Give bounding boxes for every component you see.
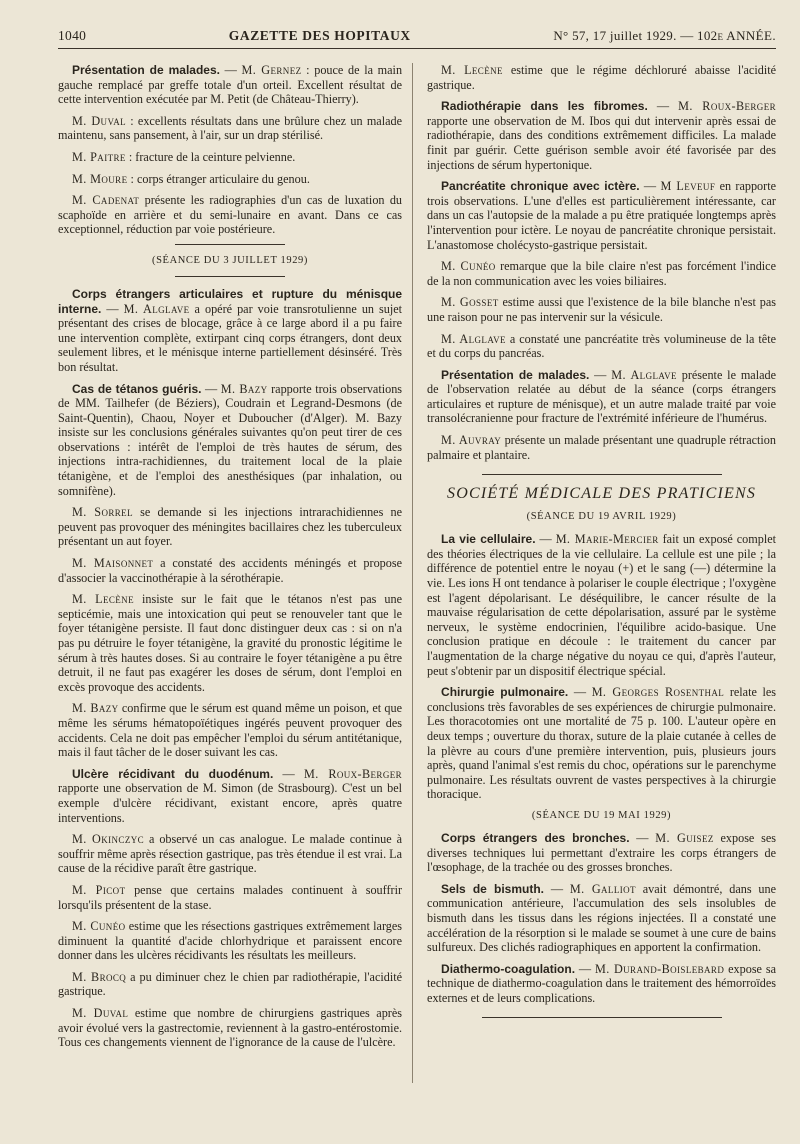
paragraph-text: a constaté des accidents méningés et propose d'associer la vaccinothérapie à la sérothérapie. xyxy=(58,556,403,585)
author-name: M. Sorrel xyxy=(72,505,133,520)
author-name: M. Moure xyxy=(72,171,128,186)
paragraph-text: présente un malade présentant une quadruple rétraction palmaire et plantaire. xyxy=(427,433,776,462)
paragraph: Cas de tétanos guéris. — M. Bazy rapporte trois observations de MM. Tailhefer (de Béziers), Coudrain et Legrand-Desmons (de Saint-Quentin), Chaou, Noyer et Duboucher (d'Alger). M. Bazy insiste sur les conclusions générales suivantes qu'on peut tirer de ces observations : intérêt de l'emploi de très hautes de sérum, des injections intra-rachidiennes, du traitement local de la plaie tétanigène, et de l'emploi des anesthésiques (par inhalation, ou somnifène). xyxy=(58,381,403,498)
paragraph-text: en rapporte trois observations. L'une d'elles est particulièrement intéressante, car dans un cas l'autopsie de la malade a pu être pratiquée longtemps après l'intervention pour ictère. Le noyau de pancréatite chronique persistait. L'anastomose cholécysto-gastrique persistait. xyxy=(427,179,776,252)
author-name: M. Cadenat xyxy=(72,193,140,208)
section-heading: Pancréatite chronique avec ictère. xyxy=(441,179,640,194)
journal-title: GAZETTE DES HOPITAUX xyxy=(228,28,411,43)
session-date: (SÉANCE DU 19 AVRIL 1929) xyxy=(526,511,677,523)
section-heading: La vie cellulaire. xyxy=(441,532,536,547)
author-name: M. Auvray xyxy=(441,433,502,448)
paragraph-text: estime que le régime déchloruré abaisse l'acidité gastrique. xyxy=(427,63,776,92)
author-name: M. Durand-Boislebard xyxy=(594,961,725,976)
paragraph xyxy=(58,970,402,999)
section-heading: Ulcère récidivant du duodénum. xyxy=(72,766,274,781)
author-name: M. Georges Rosenthal xyxy=(591,685,725,700)
section-heading: Cas de tétanos guéris. xyxy=(72,381,202,396)
paragraph-text: avait démontré, dans une communication antérieure, l'accumulation des sels insolubles de bismuth dans les tissus dans les régions injectées. Il a constaté une accélération de la résorption si le malade se soumet à une cure de bains sulfureux. Des clichés radiographiques en apportent la confirmation. xyxy=(427,881,777,955)
paragraph xyxy=(427,433,776,462)
paragraph-text: : corps étranger articulaire du genou. xyxy=(127,171,310,186)
author-name: M. Picot xyxy=(72,882,126,897)
paragraph xyxy=(427,63,776,92)
paragraph xyxy=(58,832,402,876)
author-name: M. Gernez xyxy=(241,63,302,77)
paragraph-text: remarque que la bile claire n'est pas forcément l'indice de la non communication avec les voies biliaires. xyxy=(427,259,776,288)
paragraph-text: pense que certains malades continuent à souffrir lorsqu'ils présentent de la stase. xyxy=(58,882,403,912)
author-name: M. Maisonnet xyxy=(72,556,154,571)
paragraph xyxy=(58,193,402,237)
paragraph: La vie cellulaire. — M. Marie-Mercier fait un exposé complet des théories électriques de la vie cellulaire. La cellule est une pile ; la différence de potentiel entre le noyau (+) et le sang (—) détermine la vie. Les ions H ont tendance à polariser le couple électrique ; l'oxygène est l'agent dépolarisant. Le déséquilibre, le cancer résulte de la mauvaise régularisation de cette dépolarisation, assuré par le système nerveux, le système endocrinien, l'équilibre acido-basique. Une conclusion pratique en découle : le traitement du cancer par l'augmentation de la charge négative du noyau ce qui, d'après l'auteur, peut s'obtenir par un dispositif électrique spécial. xyxy=(427,532,777,678)
paragraph-text: fait un exposé complet des théories électriques de la vie cellulaire. La cellule est une pile ; la différence de potentiel entre le noyau (+) et le sang (—) détermine la vie. Les ions H ont tendance à polariser le couple électrique ; l'oxygène est l'agent dépolarisant. Le déséquilibre, le cancer résulte de la mauvaise régularisation de cette dépolarisation, assuré par le système nerveux, le système endocrinien, l'équilibre acido-basique. Une conclusion pratique en découle : le traitement du cancer par l'augmentation de la charge négative du noyau ce qui, d'après l'auteur, peut s'obtenir par un dispositif électrique spécial. xyxy=(427,532,777,678)
paragraph-text: estime que les résections gastriques extrêmement larges diminuent la quantité d'acide chlorhydrique et paraissent encore donner dans les ulcères récidivants les résultats les meilleurs. xyxy=(58,919,403,963)
left-column xyxy=(58,63,413,1083)
author-name: M. Bazy xyxy=(72,701,119,716)
divider xyxy=(482,474,722,475)
author-name: M. Marie-Mercier xyxy=(555,532,659,547)
author-name: M. Gosset xyxy=(441,295,499,310)
author-name: M. Alglave xyxy=(123,301,190,316)
paragraph-text: insiste sur le fait que le tétanos n'est pas une septicémie, mais une intoxication qui peut se renouveler tant que le foyer tétanigène persiste. Il faut donc distinguer deux cas : si on n'a pas pu détruire le foyer tétanigène, la gravité du pronostic légitime le sérum à très hautes doses. Si au contraire le foyer tétanigène a pu être detruit, il ne faut pas exagérer les doses de sérum, dont l'emploi en excès provoque des accidents. xyxy=(58,592,403,694)
paragraph: Radiothérapie dans les fibromes. — M. Roux-Berger rapporte une observation de M. Ibos qui dut intervenir après essai de radiothérapie, dans des conditions extrêmement difficiles. La malade finit par guérir. Cette guérison semble avoir été favorisée par des injections de sérum hypertonique. xyxy=(427,99,777,172)
page-number: 1040 xyxy=(58,28,87,43)
paragraph-text: rapporte une observation de M. Simon (de Strasbourg). C'est un bel exemple d'ulcère récidivant, existant encore, après quatre interventions. xyxy=(58,781,403,825)
paragraph xyxy=(58,505,402,549)
author-name: M. Cunéo xyxy=(72,919,126,934)
section-heading: Corps étrangers articulaires et rupture du ménisque interne. xyxy=(58,286,403,316)
paragraph: Chirurgie pulmonaire. — M. Georges Rosenthal relate les conclusions très favorables de ses expériences de chirurgie pulmonaire. Les thoracotomies ont une mortalité de 75 p. 100. L'auteur opère en deux temps ; ouverture du thorax, suture de la plaie cutanée à celles de la plèvre au cours d'une première intervention, puis, plusieurs jours après, quand l'animal s'est remis du choc, opérations sur le parenchyme pulmonaire. Les résultats ouvrent de vastes perspectives à la chirurgie thoracique. xyxy=(427,685,777,802)
paragraph xyxy=(58,883,402,912)
paragraph-text: estime aussi que l'existence de la bile blanche n'est pas une raison pour ne pas intervenir sur la vésicule. xyxy=(427,295,776,324)
author-name: M. Guisez xyxy=(655,830,714,845)
divider xyxy=(175,244,285,245)
author-name: M. Cunéo xyxy=(441,259,496,274)
right-column xyxy=(427,63,776,1083)
paragraph xyxy=(427,332,776,361)
section-heading: Corps étrangers des bronches. xyxy=(441,830,630,845)
paragraph: Corps étrangers des bronches. — M. Guisez expose ses diverses techniques lui permettant d'extraire les corps étrangers de l'œsophage, de la trachée ou des grosses bronches. xyxy=(427,830,776,875)
running-header xyxy=(58,28,776,49)
paragraph xyxy=(58,172,402,187)
paragraph xyxy=(58,919,402,963)
author-name: M. Galliot xyxy=(569,881,636,896)
paragraph-text: rapporte trois observations de MM. Tailhefer (de Béziers), Coudrain et Legrand-Desmons (de Saint-Quentin), Chaou, Noyer et Duboucher (d'Alger). M. Bazy insiste sur les conclusions générales suivantes qu'on peut tirer de ces observations : intérêt de l'emploi de très hautes de sérum, des injections intra-rachidiennes, du traitement local de la plaie tétanigène, et de l'emploi des anesthésiques (par inhalation, ou somnifène). xyxy=(58,381,403,498)
paragraph: Diathermo-coagulation. — M. Durand-Boislebard expose sa technique de diathermo-coagulation dans le traitement des hémorroïdes externes et de leurs complications. xyxy=(427,961,776,1005)
paragraph: Présentation de malades. — M. Alglave présente le malade de l'observation relatée au début de la séance (corps étrangers articulaires et rupture de ménisque), et un autre malade traité par voie transolécranienne pour fracture de l'extrémité inférieure de l'humérus. xyxy=(427,367,777,426)
section-heading: Diathermo-coagulation. xyxy=(441,961,576,976)
author-name: M. Brocq xyxy=(72,969,127,984)
author-name: M Leveuf xyxy=(660,179,716,194)
paragraph-text: se demande si les injections intrarachidiennes ne peuvent pas provoquer des méningites bacillaires chez les tuberculeux présentant un aut foyer. xyxy=(58,505,403,549)
author-name: M. Roux-Berger xyxy=(303,766,403,781)
paragraph xyxy=(427,259,776,288)
section-heading: Présentation de malades. xyxy=(441,367,590,382)
two-column-body xyxy=(58,63,776,1083)
paragraph-text: confirme que le sérum est quand même un poison, et que même les sérums hématopoïétiques ingérés peuvent provoquer des accidents. Cela ne doit pas empêcher l'emploi du sérum antitétanique, mais il faut tâcher de le doser suivant les cas. xyxy=(58,701,403,760)
author-name: M. Paitre xyxy=(72,149,126,164)
paragraph xyxy=(58,114,402,143)
paragraph-text: : pouce de la main gauche remplacé par greffe totale d'un orteil. Excellent résultat de cette intervention exécutée par M. Petit (de Château-Thierry). xyxy=(58,63,403,107)
section-heading: Présentation de malades. xyxy=(72,63,220,77)
paragraph-text: : fracture de la ceinture pelvienne. xyxy=(125,149,296,164)
paragraph: Corps étrangers articulaires et rupture du ménisque interne. — M. Alglave a opéré par voie transrotulienne un sujet présentant des crises de blocage, grâce à ce large abord il a pu faire une intervention complète, extirpant cinq corps étrangers, dont deux seulement libres, et le ménisque interne partiellement désinséré. Très bon résultat. xyxy=(58,286,403,374)
paragraph xyxy=(58,701,402,759)
society-title: SOCIÉTÉ MÉDICALE DES PRATICIENS xyxy=(447,485,757,503)
paragraph-text: estime que nombre de chirurgiens gastriques après avoir évolué vers la gastrectomie, reviennent à la gastro-entérostomie. Tous ces changements viennent de l'ignorance de la cause de l'ulcère. xyxy=(58,1006,403,1050)
paragraph xyxy=(58,556,402,585)
author-name: M. Lecène xyxy=(441,63,503,77)
paragraph-text: a observé un cas analogue. Le malade continue à souffrir même après résection gastrique, pas très étendue il est vrai. La cause de la récidive paraît être gastrique. xyxy=(58,832,403,876)
session-date: (SÉANCE DU 3 JUILLET 1929) xyxy=(152,254,308,266)
issue-info xyxy=(553,28,776,44)
author-name: M. Alglave xyxy=(441,331,506,346)
paragraph-text: présente les radiographies d'un cas de luxation du scaphoïde en arrière et du semi-lunaire en avant. Dans ce cas exceptionnel, réduction par voie postérieure. xyxy=(58,193,403,237)
author-name: M. Okinczyc xyxy=(72,832,145,847)
paragraph-text: a pu diminuer chez le chien par radiothérapie, l'acidité gastrique. xyxy=(58,969,403,999)
paragraph: Ulcère récidivant du duodénum. — M. Roux-Berger rapporte une observation de M. Simon (de Strasbourg). C'est un bel exemple d'ulcère récidivant, existant encore, après quatre interventions. xyxy=(58,766,403,825)
divider xyxy=(175,276,285,277)
paragraph: Sels de bismuth. — M. Galliot avait démontré, dans une communication antérieure, l'accumulation des sels insolubles de bismuth dans les tissus dans les régions injectées. Il a constaté une accélération de la résorption si le malade se soumet à une cure de bains sulfureux. Des clichés radiographiques en apportent la confirmation. xyxy=(427,881,777,955)
paragraph-text: relate les conclusions très favorables de ses expériences de chirurgie pulmonaire. Les thoracotomies ont une mortalité de 75 p. 100. L'auteur opère en deux temps ; ouverture du thorax, suture de la plaie cutanée à celles de la plèvre au cours d'une première intervention, puis, plusieurs jours après, quand l'animal s'est remis du choc, opérations sur le parenchyme pulmonaire. Les résultats ouvrent de vastes perspectives à la chirurgie thoracique. xyxy=(427,685,777,802)
paragraph-text: : excellents résultats dans une brûlure chez un malade maintenu, sans pansement, à l'air, sur un drap stérilisé. xyxy=(58,113,403,143)
paragraph-text: présente le malade de l'observation relatée au début de la séance (corps étrangers articulaires et rupture de ménisque), et un autre malade traité par voie transolécranienne pour fracture de l'extrémité inférieure de l'humérus. xyxy=(427,367,777,426)
section-heading: Radiothérapie dans les fibromes. xyxy=(441,99,648,114)
author-name: M. Roux-Berger xyxy=(678,99,777,114)
paragraph-text: rapporte une observation de M. Ibos qui dut intervenir après essai de radiothérapie, dans des conditions extrêmement difficiles. La malade finit par guérir. Cette guérison semble avoir été favorisée par des injections de sérum hypertonique. xyxy=(427,113,776,172)
paragraph-text: a opéré par voie transrotulienne un sujet présentant des crises de blocage, grâce à ce large abord il a pu faire une intervention complète, extirpant cinq corps étrangers, dont deux seulement libres, et le ménisque interne partiellement désinséré. Très bon résultat. xyxy=(58,301,403,374)
section-heading: Sels de bismuth. xyxy=(441,881,544,896)
section-heading: Chirurgie pulmonaire. xyxy=(441,685,569,700)
paragraph: Pancréatite chronique avec ictère. — M Leveuf en rapporte trois observations. L'une d'elles est particulièrement intéressante, car dans un cas l'autopsie de la malade a pu être pratiquée longtemps après l'intervention pour ictère. Le noyau de pancréatite chronique persistait. L'anastomose cholécysto-gastrique persistait. xyxy=(427,179,776,252)
issue-suffix: e ANNÉE. xyxy=(717,28,776,43)
author-name: M. Bazy xyxy=(220,381,268,396)
author-name: M. Alglave xyxy=(611,367,677,382)
paragraph: Présentation de malades. — M. Gernez : pouce de la main gauche remplacé par greffe totale d'un orteil. Excellent résultat de cette intervention exécutée par M. Petit (de Château-Thierry). xyxy=(58,63,403,107)
paragraph xyxy=(427,295,776,324)
session-date: (SÉANCE DU 19 MAI 1929) xyxy=(531,809,672,821)
paragraph xyxy=(58,150,402,165)
author-name: M. Duval xyxy=(72,1006,129,1021)
paragraph xyxy=(58,592,402,694)
author-name: M. Lecène xyxy=(72,592,134,607)
author-name: M. Duval xyxy=(72,113,126,128)
paragraph xyxy=(58,1006,402,1050)
paragraph-text: expose sa technique de diathermo-coagulation dans le traitement des hémorroïdes externes et de leurs complications. xyxy=(427,961,776,1005)
paragraph-text: expose ses diverses techniques lui permettant d'extraire les corps étrangers de l'œsophage, de la trachée ou des grosses bronches. xyxy=(427,830,776,875)
end-divider xyxy=(482,1017,722,1018)
issue-prefix: N° 57, 17 juillet 1929. — 102 xyxy=(553,28,718,43)
paragraph-text: a constaté une pancréatite très volumineuse de la tête et du corps du pancréas. xyxy=(427,331,776,361)
